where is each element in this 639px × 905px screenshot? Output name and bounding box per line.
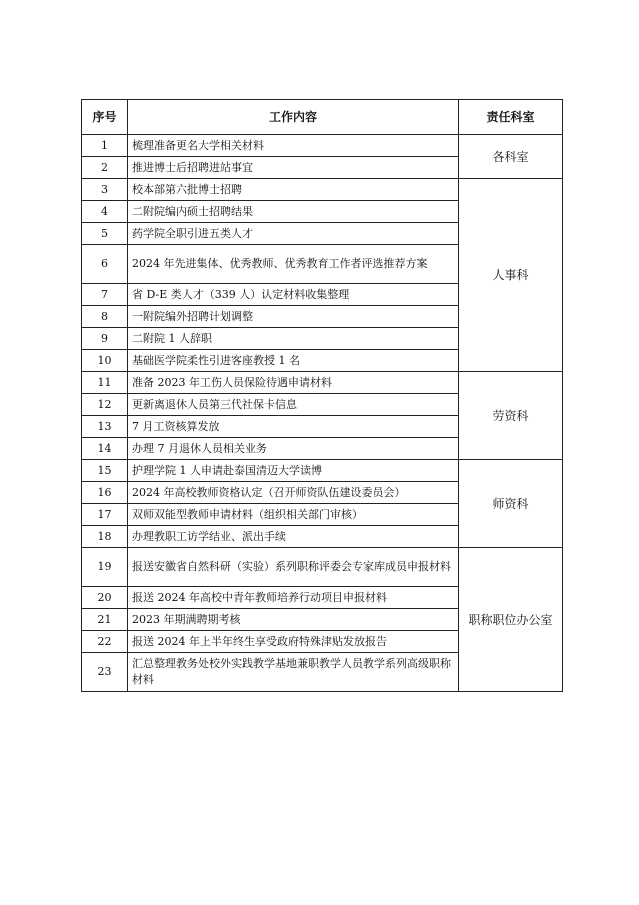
row-content: 基础医学院柔性引进客座教授 1 名 xyxy=(128,350,459,372)
row-content: 7 月工资核算发放 xyxy=(128,416,459,438)
row-num: 9 xyxy=(82,328,128,350)
row-content: 2024 年高校教师资格认定（召开师资队伍建设委员会） xyxy=(128,482,459,504)
row-num: 8 xyxy=(82,306,128,328)
row-content: 报送安徽省自然科研（实验）系列职称评委会专家库成员申报材料 xyxy=(128,548,459,587)
row-content: 药学院全职引进五类人才 xyxy=(128,223,459,245)
row-num: 23 xyxy=(82,653,128,692)
dept-cell: 人事科 xyxy=(459,179,563,372)
row-content: 办理教职工访学结业、派出手续 xyxy=(128,526,459,548)
row-num: 14 xyxy=(82,438,128,460)
row-num: 7 xyxy=(82,284,128,306)
header-content: 工作内容 xyxy=(128,100,459,135)
work-table xyxy=(81,99,563,692)
header-dept: 责任科室 xyxy=(459,100,563,135)
row-content: 二附院 1 人辞职 xyxy=(128,328,459,350)
row-content: 2023 年期满聘期考核 xyxy=(128,609,459,631)
row-num: 4 xyxy=(82,201,128,223)
row-num: 13 xyxy=(82,416,128,438)
row-content: 梳理准备更名大学相关材料 xyxy=(128,135,459,157)
row-num: 10 xyxy=(82,350,128,372)
row-num: 15 xyxy=(82,460,128,482)
row-num: 18 xyxy=(82,526,128,548)
dept-cell: 各科室 xyxy=(459,135,563,179)
row-num: 11 xyxy=(82,372,128,394)
row-num: 22 xyxy=(82,631,128,653)
row-content: 省 D-E 类人才（339 人）认定材料收集整理 xyxy=(128,284,459,306)
row-content: 报送 2024 年高校中青年教师培养行动项目申报材料 xyxy=(128,587,459,609)
row-content: 二附院编内硕士招聘结果 xyxy=(128,201,459,223)
row-num: 2 xyxy=(82,157,128,179)
row-content: 准备 2023 年工伤人员保险待遇申请材料 xyxy=(128,372,459,394)
row-content: 更新离退休人员第三代社保卡信息 xyxy=(128,394,459,416)
row-content: 汇总整理教务处校外实践教学基地兼职教学人员教学系列高级职称材料 xyxy=(128,653,459,692)
row-content: 护理学院 1 人申请赴泰国清迈大学读博 xyxy=(128,460,459,482)
row-num: 5 xyxy=(82,223,128,245)
row-content: 推进博士后招聘进站事宜 xyxy=(128,157,459,179)
row-num: 20 xyxy=(82,587,128,609)
dept-cell: 劳资科 xyxy=(459,372,563,460)
row-num: 6 xyxy=(82,245,128,284)
header-num: 序号 xyxy=(82,100,128,135)
row-content: 双师双能型教师申请材料（组织相关部门审核） xyxy=(128,504,459,526)
table-header-row xyxy=(82,100,563,135)
table-row xyxy=(82,372,563,394)
table-row xyxy=(82,548,563,587)
row-num: 17 xyxy=(82,504,128,526)
row-num: 19 xyxy=(82,548,128,587)
row-num: 16 xyxy=(82,482,128,504)
table-row xyxy=(82,460,563,482)
table-row xyxy=(82,179,563,201)
dept-cell: 师资科 xyxy=(459,460,563,548)
row-content: 一附院编外招聘计划调整 xyxy=(128,306,459,328)
row-content: 2024 年先进集体、优秀教师、优秀教育工作者评选推荐方案 xyxy=(128,245,459,284)
row-num: 12 xyxy=(82,394,128,416)
dept-cell: 职称职位办公室 xyxy=(459,548,563,692)
table-row xyxy=(82,135,563,157)
row-num: 21 xyxy=(82,609,128,631)
row-num: 1 xyxy=(82,135,128,157)
row-content: 校本部第六批博士招聘 xyxy=(128,179,459,201)
row-content: 报送 2024 年上半年终生享受政府特殊津贴发放报告 xyxy=(128,631,459,653)
row-num: 3 xyxy=(82,179,128,201)
row-content: 办理 7 月退休人员相关业务 xyxy=(128,438,459,460)
